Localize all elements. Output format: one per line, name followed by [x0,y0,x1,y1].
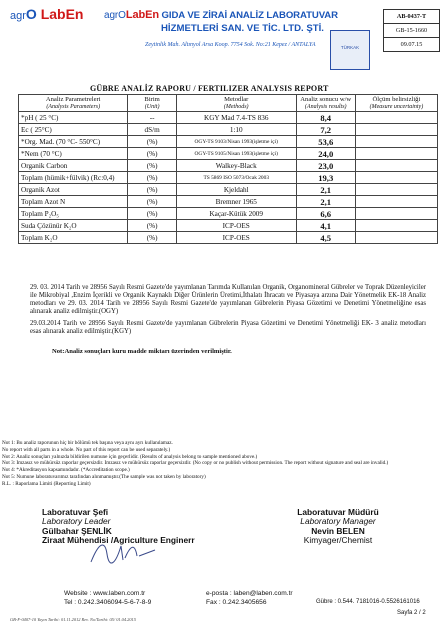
result-cell: 23,0 [296,160,355,172]
result-cell: 19,3 [296,172,355,184]
footnote: Not 4: *Akreditasyon kapsamındadır. (*Accreditation scope.) [2,467,130,474]
table-row [19,136,438,148]
result-cell: 8,4 [296,112,355,124]
unit-cell: (%) [128,136,176,148]
paragraph-kgy: 29.03.2014 Tarih ve 28956 Sayılı Resmi Gazete'de yayımlanan Gübrelerin Piyasa Gözetimi ve Denetimi Yönetmeliği EK- 3 analiz metodları esas alınarak analiz edilmiştir.(KGY) [30,320,426,335]
unit-cell: -- [128,112,176,124]
form-revision-footer: GB-F-0407-10 Yayın Tarihi: 01.11.2012 Rev. No/Tarihi: 05/ 01.04.2015 [10,617,136,622]
uncertainty-cell [355,220,437,232]
param-cell: Organik Carbon [19,160,128,172]
header-unit: Birim (Unit) [128,95,176,112]
param-cell: Ec ( 25°C) [19,124,128,136]
paragraph-ogy: 29. 03. 2014 Tarih ve 28956 Sayılı Resmi Gazete'de yayımlanan Tarımda Kullanılan Organik, Organomineral Gübreler ve Toprak Düzenleyiciler ile Mikrobiyal ,Enzim İçerikli ve Organik Kaynaklı Diğer Ürünlerin Üretimi,İthalatı İhracatı ve Piyasaya arzına Dair Yönetmelik EK-18 Analiz metodları ve 29. 03. 2014 Tarih ve 28956 Sayılı Resmi Gazete'de yayımlanan Gübrelerin Piyasa Gözetimi ve Denetimi Yönetmeliğine esas alınarak analiz edilmiştir.(OGY) [30,284,426,315]
method-cell: ICP-OES [176,220,296,232]
header-results: Analiz sonucu w/w (Analysis results) [296,95,355,112]
table-row [19,172,438,184]
doc-code: AB-0437-T [384,10,439,24]
result-cell: 7,2 [296,124,355,136]
footnote: No report with all parts in a whole. No part of this report can be used separately.) [2,446,171,453]
table-row [19,160,438,172]
uncertainty-cell [355,148,437,160]
table-row [19,220,438,232]
footnotes [2,440,442,488]
param-cell: Toplam Azot N [19,196,128,208]
param-cell: Toplam K₂O [19,232,128,244]
param-cell: *Nem (70 °C) [19,148,128,160]
result-cell: 53,6 [296,136,355,148]
doc-number: GB-15-1660 [384,24,439,38]
unit-cell: (%) [128,148,176,160]
phone-number: Tel : 0.242.3406094-5-6-7-8-9 [64,598,152,606]
method-cell: Kjeldahl [176,184,296,196]
footnote: Not 2: Analiz sonuçları yalnızda bildirilen numune için geçerlidir. (Results of analysis belong to sample mentioned above.) [2,453,258,460]
contact-left [64,590,151,608]
result-cell: 2,1 [296,196,355,208]
unit-cell: (%) [128,184,176,196]
company-address: Zeytinlik Mah. Altınyol Arsa Koop. 7754 Sok. No:21 Kepez / ANTALYA [145,42,316,48]
website-link[interactable]: Website : www.laben.com.tr [64,590,146,597]
email-link[interactable]: e-posta : laben@laben.com.tr [206,590,293,597]
method-cell: Bremner 1965 [176,196,296,208]
method-cell: TS 5869 ISO 5073/Ocak 2003 [176,172,296,184]
method-cell: KGY Mad 7.4-TS 836 [176,112,296,124]
header-uncertainty: Ölçüm belirsizliği (Measure uncertainty) [355,95,437,112]
unit-cell: (%) [128,172,176,184]
uncertainty-cell [355,124,437,136]
method-cell: 1:10 [176,124,296,136]
document-code-box [383,9,440,52]
param-cell: Organik Azot [19,184,128,196]
lab-manager-signature-block: Laboratuvar Müdürü Laboratory Manager Nevin BELEN Kimyager/Chemist [297,507,379,546]
method-cell: OGY-TS 9103/Nisan 1993(işletme içi) [176,136,296,148]
unit-cell: dS/m [128,124,176,136]
param-cell: *Org. Mad. (70 °C- 550°C) [19,136,128,148]
method-cell: OGY-TS 9105/Nisan 1993(işletme içi) [176,148,296,160]
method-cell: Walkey-Black [176,160,296,172]
company-name-line2: HİZMETLERİ SAN. VE TİC. LTD. ŞTİ. [161,23,324,34]
uncertainty-cell [355,232,437,244]
result-cell: 4,1 [296,220,355,232]
param-cell: *pH ( 25 °C) [19,112,128,124]
footnote: Not 1: Bu analiz raporunun hiç bir bölümü tek başına veya aynı ayrı kullanılamaz. [2,440,173,446]
regulation-paragraphs [30,284,426,340]
method-cell: Kaçar-Kütük 2009 [176,208,296,220]
company-logo: agrO LabEn [10,6,84,22]
accreditation-seal-icon: TÜRKAK [330,30,370,70]
uncertainty-cell [355,184,437,196]
doc-date: 09.07.15 [400,41,423,48]
uncertainty-cell [355,172,437,184]
table-row [19,148,438,160]
footnote: Not 5: Numune laboratuvarımız tarafından alınmamıştır.(The sample was not taken by laboratory) [2,473,206,480]
table-row [19,112,438,124]
result-cell: 4,5 [296,232,355,244]
uncertainty-cell [355,160,437,172]
page-number: Sayfa 2 / 2 [397,610,426,616]
param-cell: Toplam P₂O₅ [19,208,128,220]
footnote: R.L. : Raporlama Limiti (Reporting Limit) [2,480,91,487]
fax-number: Fax : 0.242.3405656 [206,598,267,606]
unit-cell: (%) [128,196,176,208]
contact-right [206,590,293,608]
header-parameters: Analiz Parametreleri (Analysis Parameters) [19,95,128,112]
uncertainty-cell [355,208,437,220]
table-row [19,196,438,208]
unit-cell: (%) [128,232,176,244]
table-header-row [19,95,438,112]
unit-cell: (%) [128,160,176,172]
company-name-line1: agrOLabEn GIDA VE ZİRAİ ANALİZ LABORATUVAR [104,9,338,21]
dry-matter-note: Not:Analiz sonuçları kuru madde miktarı üzerinden verilmiştir. [52,348,232,355]
header-methods: Metodlar (Methods) [176,95,296,112]
table-row [19,208,438,220]
result-cell: 2,1 [296,184,355,196]
gubre-phone: Gübre : 0.544. 7181016-0.5526161016 [316,599,420,605]
result-cell: 24,0 [296,148,355,160]
table-row [19,184,438,196]
uncertainty-cell [355,136,437,148]
result-cell: 6,6 [296,208,355,220]
table-row [19,124,438,136]
results-table [18,94,438,244]
uncertainty-cell [355,196,437,208]
param-cell: Suda Çözünür K₂O [19,220,128,232]
lab-leader-signature-block: Laboratuvar Şefi Laboratory Leader Gülbahar ŞENLİK Ziraat Mühendisi /Agriculture Enginerr [42,507,195,546]
uncertainty-cell [355,112,437,124]
unit-cell: (%) [128,208,176,220]
handwritten-signature-icon [85,536,165,568]
footnote: Not 3: İmzasız ve mühürsüz raporlar geçersizdir. İmzasız ve mühürsüz raporlar geçersizdir. (No copy or no publish without permission. The report without signature and seal are invalid.) [2,460,389,467]
report-title: GÜBRE ANALİZ RAPORU / FERTILIZER ANALYSIS REPORT [90,84,329,93]
table-row [19,232,438,244]
unit-cell: (%) [128,220,176,232]
param-cell: Toplam (hümik+fülvik) (Rc:0,4) [19,172,128,184]
method-cell: ICP-OES [176,232,296,244]
